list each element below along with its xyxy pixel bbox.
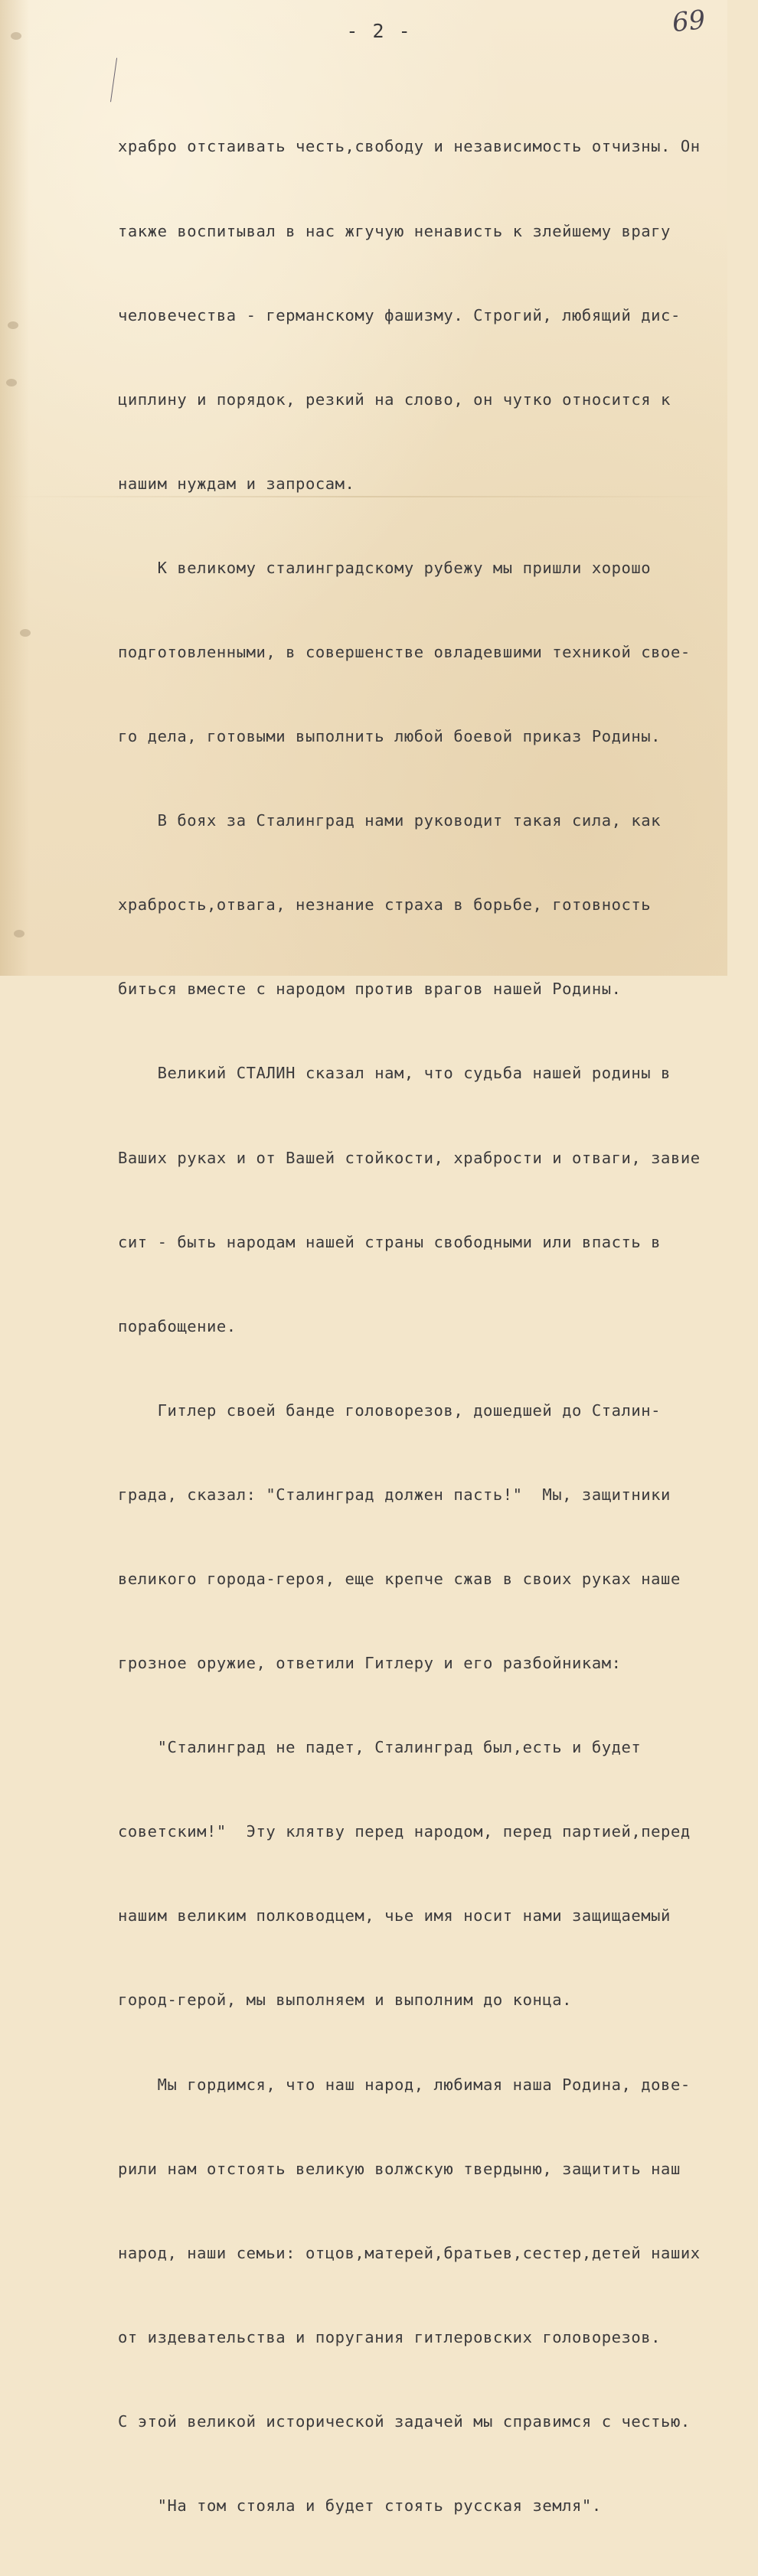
text-line: сит - быть народам нашей страны свободными или впасть в [118, 1232, 662, 1251]
paper-stain [6, 379, 17, 386]
text-line: Мы гордимся, что наш народ, любимая наша Родина, дове- [118, 2075, 691, 2094]
text-line: порабощение. [118, 1316, 237, 1335]
text-line: также воспитывал в нас жгучую ненависть к злейшему врагу [118, 221, 671, 240]
paper-stain [8, 321, 18, 329]
text-line: нашим великим полководцем, чье имя носит нами защищаемый [118, 1906, 671, 1925]
paper-stain [20, 629, 31, 637]
text-line: подготовленными, в совершенстве овладевшими техникой свое- [118, 642, 691, 661]
text-line: город-герой, мы выполняем и выполним до конца. [118, 1991, 573, 2010]
text-line: биться вместе с народом против врагов нашей Родины. [118, 980, 622, 999]
text-line: града, сказал: "Сталинград должен пасть!" Мы, защитники [118, 1485, 671, 1504]
text-line: Ваших руках и от Вашей стойкости, храбрости и отваги, завие [118, 1148, 701, 1167]
text-line: храбрость,отвага, незнание страха в борьбе, готовность [118, 895, 652, 915]
text-line: советским!" Эту клятву перед народом, перед партией,перед [118, 1822, 691, 1841]
page-number: - 2 - [346, 20, 412, 42]
text-line: грозное оружие, ответили Гитлеру и его разбойникам: [118, 1654, 622, 1673]
text-line: С этой великой исторической задачей мы справимся с честью. [118, 2411, 691, 2431]
text-line: Великий СТАЛИН сказал нам, что судьба нашей родины в [118, 1064, 671, 1083]
text-line: К великому сталинградскому рубежу мы пришли хорошо [118, 558, 652, 577]
text-line: нашим нуждам и запросам. [118, 474, 355, 493]
text-line: циплину и порядок, резкий на слово, он чутко относится к [118, 390, 671, 409]
archive-page-number: 69 [671, 4, 707, 39]
typewritten-text [118, 77, 730, 2576]
text-line: рили нам отстоять великую волжскую твердыню, защитить наш [118, 2159, 681, 2178]
text-line: храбро отстаивать честь,свободу и независимость отчизны. Он [118, 137, 701, 156]
paper-edge-shading [0, 0, 29, 976]
text-line: го дела, готовыми выполнить любой боевой приказ Родины. [118, 727, 662, 746]
text-line: "На том стояла и будет стоять русская земля". [118, 2496, 602, 2516]
text-line: человечества - германскому фашизму. Строгий, любящий дис- [118, 305, 681, 324]
text-line: от издевательства и поругания гитлеровских головорезов. [118, 2327, 662, 2346]
text-line: В боях за Сталинград нами руководит такая сила, как [118, 811, 662, 830]
paper-stain [14, 930, 25, 937]
text-line: народ, наши семьи: отцов,матерей,братьев,сестер,детей наших [118, 2243, 701, 2262]
text-line: великого города-героя, еще крепче сжав в своих руках наше [118, 1570, 681, 1588]
text-line: Гитлер своей банде головорезов, дошедшей до Сталин- [118, 1400, 662, 1420]
text-line: "Сталинград не падет, Сталинград был,есть и будет [118, 1738, 642, 1757]
